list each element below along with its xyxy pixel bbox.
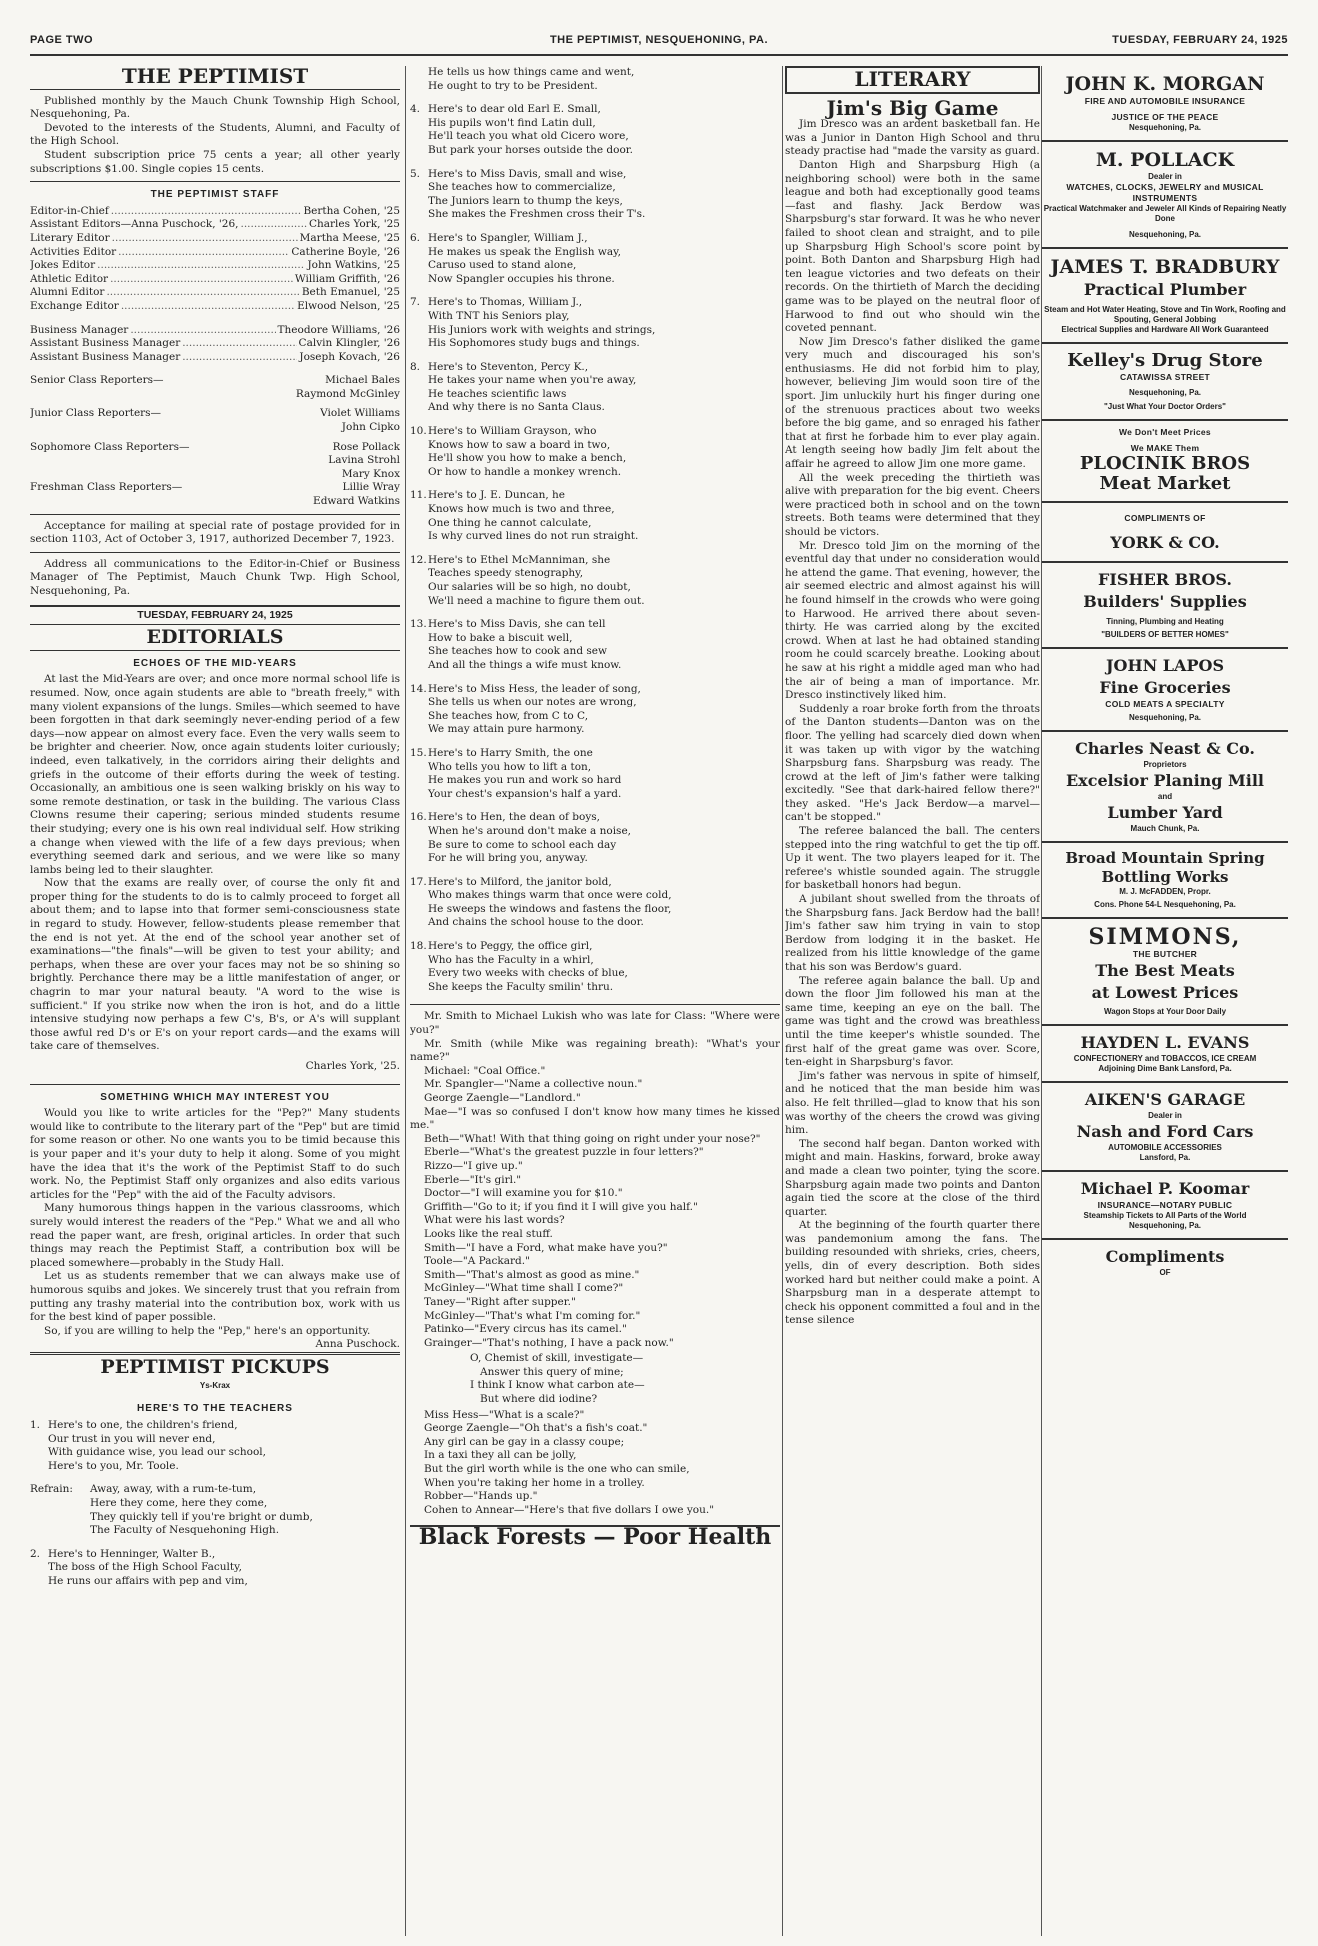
joke-line: Miss Hess—"What is a scale?" xyxy=(424,1408,585,1421)
masthead-title: THE PEPTIMIST xyxy=(121,66,309,88)
verse: 5. Here's to Miss Davis, small and wise, She teaches how to commercialize, The Juniors learn to thump the keys, She makes the Freshmen cross their T's. xyxy=(410,167,646,221)
masthead-devoted: Devoted to the interests of the Students, Alumni, and Faculty of the High School. xyxy=(30,121,400,148)
ad-charles-neast: Charles Neast & Co. Proprietors Excelsior Planing Mill and Lumber Yard Mauch Chunk, Pa. xyxy=(1042,732,1288,843)
verse: 1. Here's to one, the children's friend, Our trust in you will never end, With guidance wise, you lead our school, Here's to you, Mr. Toole. xyxy=(30,1419,266,1472)
joke-line: Beth—"What! With that thing going on right under your nose?" xyxy=(424,1132,761,1145)
verse: 11. Here's to J. E. Duncan, he Knows how much is two and three, One thing he cannot calculate, Is why curved lines do not run straight. xyxy=(410,489,639,543)
ad-compliments: Compliments OF xyxy=(1105,1247,1225,1277)
ad-michael-p-koomar: Michael P. Koomar INSURANCE—NOTARY PUBLIC Steamship Tickets to All Parts of the World Nesquehoning, Pa. xyxy=(1042,1172,1288,1240)
story-paragraph: Mr. Dresco told Jim on the morning of the eventful day that under no consideration would he attend the game. That evening, however, the air seemed electric and almost against his will he found himself in the crowds who were going to Harwood. He arrived there about seven-thirty. He was carried along by the excited crowd. When at last he had obtained standing room he could scarcely breathe. Looking about he saw at his right a middle aged man who had the air of being a man of importance. Mr. Dresco instinctively liked him. xyxy=(785,539,1040,702)
joke-line: Mr. Smith (while Mike was regaining breath): "What's your name?" xyxy=(410,1037,780,1064)
joke-line: What were his last words? xyxy=(424,1214,565,1227)
page-header xyxy=(30,30,1288,56)
joke-line: Patinko—"Every circus has its camel." xyxy=(424,1323,627,1336)
staff-row: Editor-in-Chief ..... Bertha Cohen, '25 xyxy=(30,205,400,219)
ad-kelleys-drug-store: Kelley's Drug Store CATAWISSA STREET Nesquehoning, Pa. "Just What Your Doctor Orders" xyxy=(1042,344,1288,421)
reporters-junior: Junior Class Reporters— Violet Williams John Cipko xyxy=(30,407,400,434)
story-paragraph: Jim Dresco was an ardent basketball fan. He was a Junior in Danton High School and thru steady practise had "made the varsity as guard. xyxy=(785,118,1040,158)
joke-line: But the girl worth while is the one who can smile, xyxy=(424,1463,690,1476)
story-paragraph: At the beginning of the fourth quarter there was pandemonium among the fans. The building resounded with shrieks, cries, cheers, yells, din of every description. Both sides worked hard but neither could make a point. A Sharpsburg man in a desperate attempt to check his opponent committed a foul and in the tense silence xyxy=(785,1219,1040,1327)
joke-line: Rizzo—"I give up." xyxy=(424,1159,523,1172)
staff-row: Athletic Editor ..... William Griffith, '26 xyxy=(30,273,400,287)
joke-line: Eberle—"It's girl." xyxy=(424,1173,522,1186)
column-rule xyxy=(405,66,406,1936)
verse: 4. Here's to dear old Earl E. Small, His pupils won't find Latin dull, He'll teach you what old Cicero wore, But park your horses outside the door. xyxy=(410,103,633,156)
verse: 2. Here's to Henninger, Walter B., The boss of the High School Faculty, He runs our affairs with pep and vim, xyxy=(30,1547,248,1587)
something-paragraph: So, if you are willing to help the "Pep," here's an opportunity. Anna Puschock. xyxy=(44,1324,400,1351)
verse: 6. Here's to Spangler, William J., He makes us speak the English way, Caruso used to stand alone, Now Spangler occupies his throne. xyxy=(410,231,622,285)
something-paragraph: Let us as students remember that we can always make use of humorous squibs and jokes. We sincerely trust that you refrain from putting any trashy material into the contribution box, work with us for the best kind of paper possible. xyxy=(30,1270,400,1324)
verses-list xyxy=(410,103,780,994)
pickups-byline: Ys-Krax xyxy=(199,1380,231,1390)
joke-line: Toole—"A Packard." xyxy=(424,1255,530,1268)
refrain: Refrain: Away, away, with a rum-te-tum, Here they come, here they come, They quickly tell if you're bright or dumb, The Faculty of Nesquehoning High. xyxy=(30,1483,313,1537)
verse: He tells us how things came and went, He ought to try to be President. xyxy=(428,66,635,92)
joke-line: McGinley—"That's what I'm coming for." xyxy=(424,1309,641,1322)
staff-heading: THE PEPTIMIST STAFF xyxy=(150,189,280,201)
acceptance-note: Acceptance for mailing at special rate of postage provided for in section 1103, Act of October 3, 1917, authorized December 7, 1923. xyxy=(30,519,400,546)
literary-heading: LITERARY xyxy=(785,66,1040,94)
echoes-paragraph: Now that the exams are really over, of course the only fit and proper thing for the students to do is to calmly proceed to forget all about them; and to lapse into that former semi-consciousness state in regard to study. However, fellow-students please remember that the end is not yet. At the end of the school year another set of examinations—"the finals"—will be given to test your ability; and perhaps, when these are over your faces may not be so shining so brightly. Perchance there may be a little manifestation of anger, or chagrin to mar your natural beauty. "A word to the wise is sufficient." If you strike now when the iron is hot, and do a little intensive studying now perhaps a few C's, B's, or A's will supplant those awful red D's or E's on your report cards—and the exams will take care of themselves. xyxy=(30,877,400,1053)
joke-line: Cohen to Annear—"Here's that five dollars I owe you." xyxy=(424,1503,715,1516)
verse: 16. Here's to Hen, the dean of boys, When he's around don't make a noise, Be sure to come to school each day For he will bring you, anyway. xyxy=(410,811,632,865)
joke-line: Smith—"That's almost as good as mine." xyxy=(424,1268,640,1281)
dateline: TUESDAY, FEBRUARY 24, 1925 xyxy=(30,605,400,626)
poem-line: Answer this query of mine; xyxy=(480,1365,624,1378)
story-paragraph: The second half began. Danton worked with might and main. Haskins, forward, broke away and made a clean two pointer, tying the score. Sharpsburg again made two points and Danton again tied the score at the close of the third quarter. xyxy=(785,1137,1040,1218)
echoes-paragraph: At last the Mid-Years are over; and once more normal school life is resumed. Now, once again students are able to "breath freely," with many violent expansions of the lungs. Smiles—which seemed to have been forgotten in that dark seemingly never-ending period of a few days—now appear on almost every face. Even the very walls seem to be brighter and cheerier. Now, once again students loiter curiously; indeed, even talkatively, in the corridors airing their delights and griefs in the outcome of their efforts during the week of testing. Occasionally, an ambitious one is seen walking briskly on his way to some remote destination, or task in the building. The various Class Clowns resume their capering; serious minded students resume their studying; every one is his own real individual self. How striking a change when viewed with the life of a few days previous; when everything seemed dark and serious, and we were like so many lambs being led to their slaughter. xyxy=(30,673,400,876)
verse: 7. Here's to Thomas, William J., With TNT his Seniors play, His Juniors work with weights and strings, His Sophomores study bugs and things. xyxy=(410,296,656,350)
joke-line: Griffith—"Go to it; if you find it I will give you half." xyxy=(424,1200,698,1213)
ad-plocinik-bros: We Don't Meet Prices We MAKE Them PLOCINIK BROS Meat Market xyxy=(1042,421,1288,503)
reporters-sophomore: Sophomore Class Reporters— Rose Pollack Lavina Strohl xyxy=(30,440,400,467)
verse: 10. Here's to William Grayson, who Knows how to saw a board in two, He'll show you how to make a bench, Or how to handle a monkey wrench. xyxy=(410,425,627,478)
joke-line: Mr. Smith to Michael Lukish who was late for Class: "Where were you?" xyxy=(410,1010,780,1037)
verse: 15. Here's to Harry Smith, the one Who tells you how to lift a ton, He makes you run and work so hard Your chest's expansion's half a yard. xyxy=(410,746,622,800)
story-paragraph: Danton High and Sharpsburg High (a neighboring school) were both in the same league and both had exceptionally good teams—fast and flashy. Jack Berdow was Sharpsburg's star forward. It was he who never failed to shoot clean and straight, and to pile up Sharpsburg High School's score point by point. Both Danton and Sharpsburg High had ten league victories and two defeats on their records. On the thirtieth of March the deciding game was to be played on the neutral floor of Harwood to find out who should win the coveted pennant. xyxy=(785,158,1040,335)
masthead-pub: Published monthly by the Mauch Chunk Township High School, Nesquehoning, Pa. xyxy=(30,94,400,121)
story-paragraph: Suddenly a roar broke forth from the throats of the Danton students—Danton was on the floor. The yelling had scarcely died down when it was taken up with vigor by the watching Sharpsburg fans. Sharpsburg was ready. The crowd at the left of Jim's father were talking excitedly. "See that dark-haired fellow there?" they asked. "He's Jack Berdow—a marvel—can't be stopped." xyxy=(785,702,1040,824)
staff-row: Alumni Editor ..... Beth Emanuel, '25 xyxy=(30,286,400,300)
pickups-heading: PEPTIMIST PICKUPS xyxy=(100,1356,330,1379)
reporters-freshman: Freshman Class Reporters— Mary Knox Lillie Wray Edward Watkins xyxy=(30,467,400,508)
something-paragraph: Many humorous things happen in the various classrooms, which surely would interest the readers of the "Pep." What we and all who read the paper want, are fresh, original articles. In order that such things may reach the Peptimist Staff, a contribution box will be placed somewhere—probably in the Study Hall. xyxy=(30,1202,400,1269)
story-body xyxy=(785,118,1040,1328)
joke-line: When you're taking her home in a trolley. xyxy=(424,1476,645,1489)
joke-line: Mr. Spangler—"Name a collective noun." xyxy=(424,1078,643,1091)
story-paragraph: The referee again balance the ball. Up and down the floor Jim followed his man at the same time, keeping an eye on the ball. The game was tight and the crowd was breathless until the time keeper's whistle sounded. The first half of the great game was over. Score, ten-eight in Sharpsburg's favor. xyxy=(785,974,1040,1069)
ad-john-lapos: JOHN LAPOS Fine Groceries COLD MEATS A SPECIALTY Nesquehoning, Pa. xyxy=(1042,649,1288,732)
ad-simmons: SIMMONS, THE BUTCHER The Best Meats at Lowest Prices Wagon Stops at Your Door Daily xyxy=(1042,919,1288,1026)
something-paragraph: Would you like to write articles for the "Pep?" Many students would like to contribute to the literary part of the "Pep" but are timid for some reason or other. No one wants you to be timid because this is your paper and it's your duty to help it along. Some of you might have the idea that it's the work of the Peptimist Staff to do such work. No, the Peptimist Staff only organizes and also edits various articles for the "Pep" with the aid of the Faculty advisors. xyxy=(30,1107,400,1201)
joke-line: In a taxi they all can be jolly, xyxy=(424,1449,577,1462)
ad-aikens-garage: AIKEN'S GARAGE Dealer in Nash and Ford Cars AUTOMOBILE ACCESSORIES Lansford, Pa. xyxy=(1042,1083,1288,1172)
bottom-headline: Black Forests — Poor Health xyxy=(410,1525,780,1545)
joke-line: Doctor—"I will examine you for $10." xyxy=(424,1187,623,1200)
reporters-senior: Senior Class Reporters— Michael Bales Raymond McGinley xyxy=(30,374,400,400)
masthead-subscription: Student subscription price 75 cents a year; all other yearly subscriptions $1.00. Single copies 15 cents. xyxy=(30,148,400,175)
something-title: SOMETHING WHICH MAY INTEREST YOU xyxy=(100,1091,330,1103)
ad-john-k-morgan: JOHN K. MORGAN FIRE AND AUTOMOBILE INSURANCE JUSTICE OF THE PEACE Nesquehoning, Pa. xyxy=(1042,66,1288,142)
column-3 xyxy=(785,66,1040,1936)
verse: 18. Here's to Peggy, the office girl, Who has the Faculty in a whirl, Every two weeks with checks of blue, She keeps the Faculty smilin' thru. xyxy=(410,940,628,993)
verse: 8. Here's to Steventon, Percy K., He takes your name when you're away, He teaches scientific laws And why there is no Santa Claus. xyxy=(410,360,637,414)
column-rule xyxy=(782,66,783,1936)
staff-row: Jokes Editor ..... John Watkins, '25 xyxy=(30,259,400,273)
echoes-signature: Charles York, '25. xyxy=(305,1060,400,1072)
story-paragraph: Jim's father was nervous in spite of himself, and he noticed that the man beside him was also. He felt thrilled—glad to know that his son was worthy of the cheers the crowd was giving him. xyxy=(785,1069,1040,1137)
header-date: TUESDAY, FEBRUARY 24, 1925 xyxy=(1112,34,1288,46)
joke-line: Robber—"Hands up." xyxy=(424,1490,538,1503)
ads-column xyxy=(1042,66,1288,1936)
joke-line: George Zaengle—"Landlord." xyxy=(424,1092,581,1104)
joke-line: Michael: "Coal Office." xyxy=(424,1064,546,1077)
joke-line: Grainger—"That's nothing, I have a pack now." xyxy=(424,1336,674,1349)
ad-york-and-co: COMPLIMENTS OF YORK & CO. xyxy=(1042,503,1288,563)
poem-line: I think I know what carbon ate— xyxy=(470,1379,645,1392)
jokes-list xyxy=(410,1010,780,1350)
chemistry-poem xyxy=(410,1352,780,1406)
business-row: Assistant Business Manager ..... Calvin Klingler, '26 xyxy=(30,337,400,351)
staff-row: Assistant Editors—Anna Puschock, '26, ..... Charles York, '25 xyxy=(30,218,400,232)
address-note: Address all communications to the Editor-in-Chief or Business Manager of The Peptimist, Mauch Chunk Twp. High School, Nesquehoning, Pa. xyxy=(30,557,400,597)
echoes-title: ECHOES OF THE MID-YEARS xyxy=(133,657,297,669)
staff-row: Exchange Editor ..... Elwood Nelson, '25 xyxy=(30,300,400,314)
joke-line: George Zaengle—"Oh that's a fish's coat." xyxy=(424,1422,648,1435)
page-number: PAGE TWO xyxy=(30,34,94,46)
joke-line: Smith—"I have a Ford, what make have you?" xyxy=(424,1241,668,1254)
staff-row: Activities Editor ..... Catherine Boyle, '26 xyxy=(30,246,400,260)
business-row: Business Manager ..... Theodore Williams, '26 xyxy=(30,324,400,338)
ad-fisher-bros: FISHER BROS. Builders' Supplies Tinning, Plumbing and Heating "BUILDERS OF BETTER HOMES" xyxy=(1042,563,1288,649)
story-paragraph: Now Jim Dresco's father disliked the game very much and discouraged his son's enthusiasms. He did not forbid him to play, however, believing Jim would soon tire of the sport. Jim unluckily hurt his finger during one of the strenuous practices about two weeks before the big game, and so enraged his father that at first he forbade him to ever play again. At length seeing how badly Jim felt about the affair he agreed to allow Jim one more game. xyxy=(785,335,1040,471)
paper-name: THE PEPTIMIST, NESQUEHONING, PA. xyxy=(549,34,769,46)
joke-line: McGinley—"What time shall I come?" xyxy=(424,1282,624,1295)
story-title: Jim's Big Game xyxy=(826,95,999,120)
poem-line: But where did iodine? xyxy=(480,1393,598,1406)
jokes-list-2 xyxy=(410,1409,780,1518)
story-paragraph: The referee balanced the ball. The centers stepped into the ring watchful to get the tip off. Up it went. The two players leaped for it. The referee's whistle sounded again. The struggle for basketball honors had begun. xyxy=(785,825,1040,892)
ad-hayden-l-evans: HAYDEN L. EVANS CONFECTIONERY and TOBACCOS, ICE CREAM Adjoining Dime Bank Lansford, Pa. xyxy=(1042,1026,1288,1083)
editorials-heading: EDITORIALS xyxy=(146,626,284,649)
verse: 12. Here's to Ethel McManniman, she Teaches speedy stenography, Our salaries will be so high, no doubt, We'll need a machine to figure them out. xyxy=(410,553,645,607)
story-paragraph: A jubilant shout swelled from the throats of the Sharpsburg fans. Jack Berdow had the ball! Jim's father saw him trying in vain to stop Berdow from lodging it in the basket. He realized from his little knowledge of the game that his son was Berdow's guard. xyxy=(785,893,1040,973)
verse: 13. Here's to Miss Davis, she can tell How to bake a biscuit well, She teaches how to cook and sew And all the things a wife must know. xyxy=(410,618,622,671)
column-1 xyxy=(30,66,400,1936)
story-paragraph: All the week preceding the thirtieth was alive with preparation for the big event. Cheers were practiced both in school and on the town streets. Both teams were determined that they should be victors. xyxy=(785,471,1040,538)
verse: 14. Here's to Miss Hess, the leader of song, She tells us when our notes are wrong, She teaches how, from C to C, We may attain pure harmony. xyxy=(410,682,641,736)
joke-line: Looks like the real stuff. xyxy=(424,1227,553,1240)
joke-line: Eberle—"What's the greatest puzzle in four letters?" xyxy=(424,1146,704,1159)
joke-line: Mae—"I was so confused I don't know how many times he kissed me." xyxy=(410,1105,780,1132)
joke-line: Taney—"Right after supper." xyxy=(424,1295,576,1308)
business-row: Assistant Business Manager ..... Joseph Kovach, '26 xyxy=(30,351,400,365)
column-2 xyxy=(410,66,780,1936)
joke-line: Any girl can be gay in a classy coupe; xyxy=(424,1435,625,1448)
ad-broad-mountain-spring: Broad Mountain Spring Bottling Works M. J. McFADDEN, Propr. Cons. Phone 54-L Nesquehoning, Pa. xyxy=(1042,843,1288,919)
ad-m-pollack: M. POLLACK Dealer in WATCHES, CLOCKS, JEWELRY and MUSICAL INSTRUMENTS Practical Watchmaker and Jeweler All Kinds of Repairing Neatly Done Nesquehoning, Pa. xyxy=(1042,142,1288,249)
verse: 17. Here's to Milford, the janitor bold, Who makes things warm that once were cold, He sweeps the windows and fastens the floor, And chains the school house to the door. xyxy=(410,875,672,929)
poem-line: O, Chemist of skill, investigate— xyxy=(470,1352,644,1365)
staff-row: Literary Editor ..... Martha Meese, '25 xyxy=(30,232,400,246)
ad-james-t-bradbury: JAMES T. BRADBURY Practical Plumber Steam and Hot Water Heating, Stove and Tin Work, Roofing and Spouting, General Jobbing Electrical Supplies and Hardware All Work Guaranteed xyxy=(1042,249,1288,344)
teachers-title: HERE'S TO THE TEACHERS xyxy=(137,1403,293,1415)
